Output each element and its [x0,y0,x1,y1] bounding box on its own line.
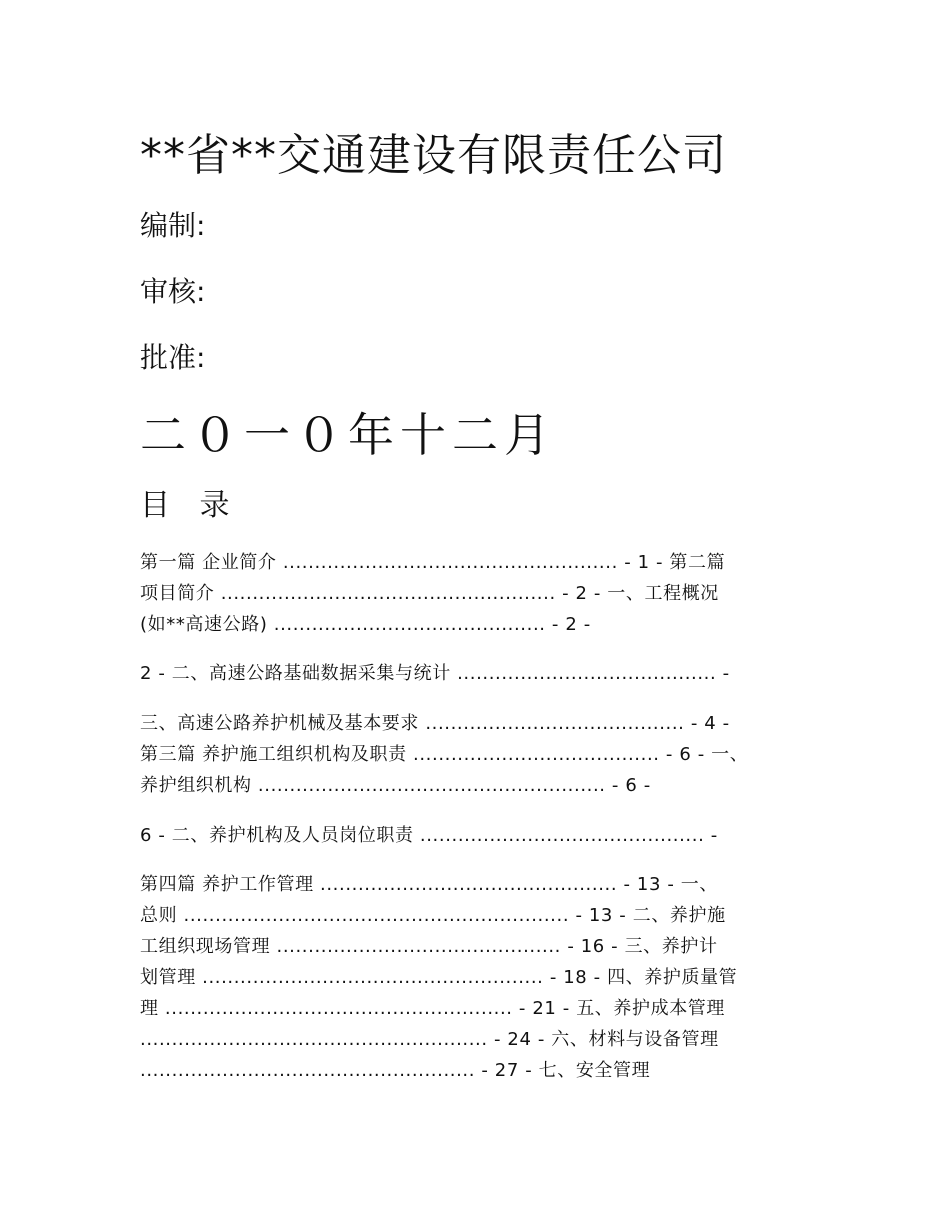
toc-line[interactable]: 项目简介 ..................................................... - 2 - 一、工程概况 [140,583,719,604]
toc-line[interactable]: 理 ....................................................... - 21 - 五、养护成本管理 [140,998,725,1019]
toc-line[interactable]: 总则 ............................................................. - 13 - 二、养护施 [140,905,726,926]
editor-label: 编制: [140,209,206,242]
toc-line[interactable]: 养护组织机构 ....................................................... - 6 - [140,775,651,796]
reviewer-label: 审核: [140,275,206,308]
toc-line[interactable]: 第三篇 养护施工组织机构及职责 ....................................... - 6 - 一、 [140,744,749,765]
toc-line[interactable]: 6 - 二、养护机构及人员岗位职责 ............................................. - [140,825,718,846]
toc-line[interactable]: 三、高速公路养护机械及基本要求 ......................................... - 4 - [140,713,730,734]
toc-line[interactable]: 工组织现场管理 ............................................. - 16 - 三、养护计 [140,936,718,957]
toc-title: 目 录 [140,488,240,523]
approver-label: 批准: [140,341,206,374]
toc-line[interactable]: 划管理 ...................................................... - 18 - 四、养护质量管 [140,967,738,988]
document-date: 二０一０年十二月 [140,408,556,462]
company-title: **省**交通建设有限责任公司 [140,130,727,181]
toc-line[interactable]: (如**高速公路) ........................................... - 2 - [140,614,591,635]
toc-line[interactable]: 2 - 二、高速公路基础数据采集与统计 ......................................... - [140,663,730,684]
toc-line[interactable]: ..................................................... - 27 - 七、安全管理 [140,1060,651,1081]
toc-line[interactable]: ....................................................... - 24 - 六、材料与设备管理 [140,1029,719,1050]
toc-line[interactable]: 第一篇 企业简介 ..................................................... - 1 - 第二篇 [140,552,726,573]
toc-line[interactable]: 第四篇 养护工作管理 ............................................... - 13 - 一、 [140,874,718,895]
